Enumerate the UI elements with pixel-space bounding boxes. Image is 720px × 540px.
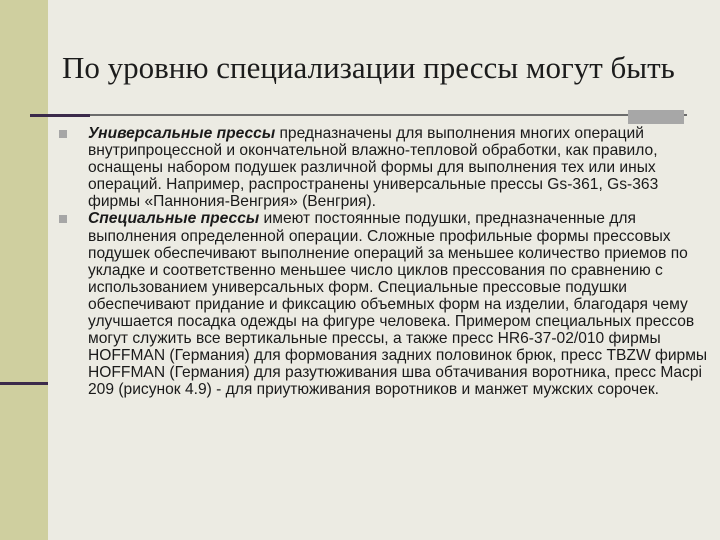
band-accent-line: [0, 382, 48, 385]
bullet-text: имеют постоянные подушки, предназначенные для выполнения определенной операции. Сложные профильные формы прессовых подушек обеспечивают выполнение операций за меньшее количество приемов по укладке и соответственно меньшее число циклов прессования по сравнению с использованием универсальных форм. Специальные прессовые подушки обеспечивают придание и фиксацию объемных форм на изделии, благодаря чему улучшается посадка одежды на фигуре человека. Примером специальных прессов могут служить все вертикальные прессы, а также пресс HR6-37-02/010 фирмы HOFFMAN (Германия) для формования задних половинок брюк, пресс TBZW фирмы HOFFMAN (Германия) для разутюживания шва обтачивания воротника, пресс Macpi 209 (рисунок 4.9) - для приутюживания воротников и манжет мужских сорочек.: [88, 210, 708, 399]
bullet-item-universal: [56, 125, 708, 210]
slide-title: По уровню специализации прессы могут быть: [62, 50, 675, 85]
bullet-term: Специальные прессы: [88, 210, 260, 228]
square-bullet-icon: [59, 130, 67, 138]
left-decorative-band: [0, 0, 48, 540]
bullet-item-special: [56, 210, 708, 398]
bullet-text: предназначены для выполнения многих операций внутрипроцессной и окончательной влажно-тепловой обработки, как правило, оснащены набором подушек различной формы для выполнения тех или иных операций. Например, распространены универсальные прессы Gs-361, Gs-363 фирмы «Паннония-Венгрия» (Венгрия).: [88, 125, 659, 211]
decorative-corner-box: [628, 110, 684, 124]
slide-body: [56, 125, 708, 399]
title-divider-accent: [30, 114, 90, 117]
bullet-term: Универсальные прессы: [88, 125, 276, 142]
square-bullet-icon: [59, 215, 67, 223]
title-divider: [30, 114, 687, 116]
